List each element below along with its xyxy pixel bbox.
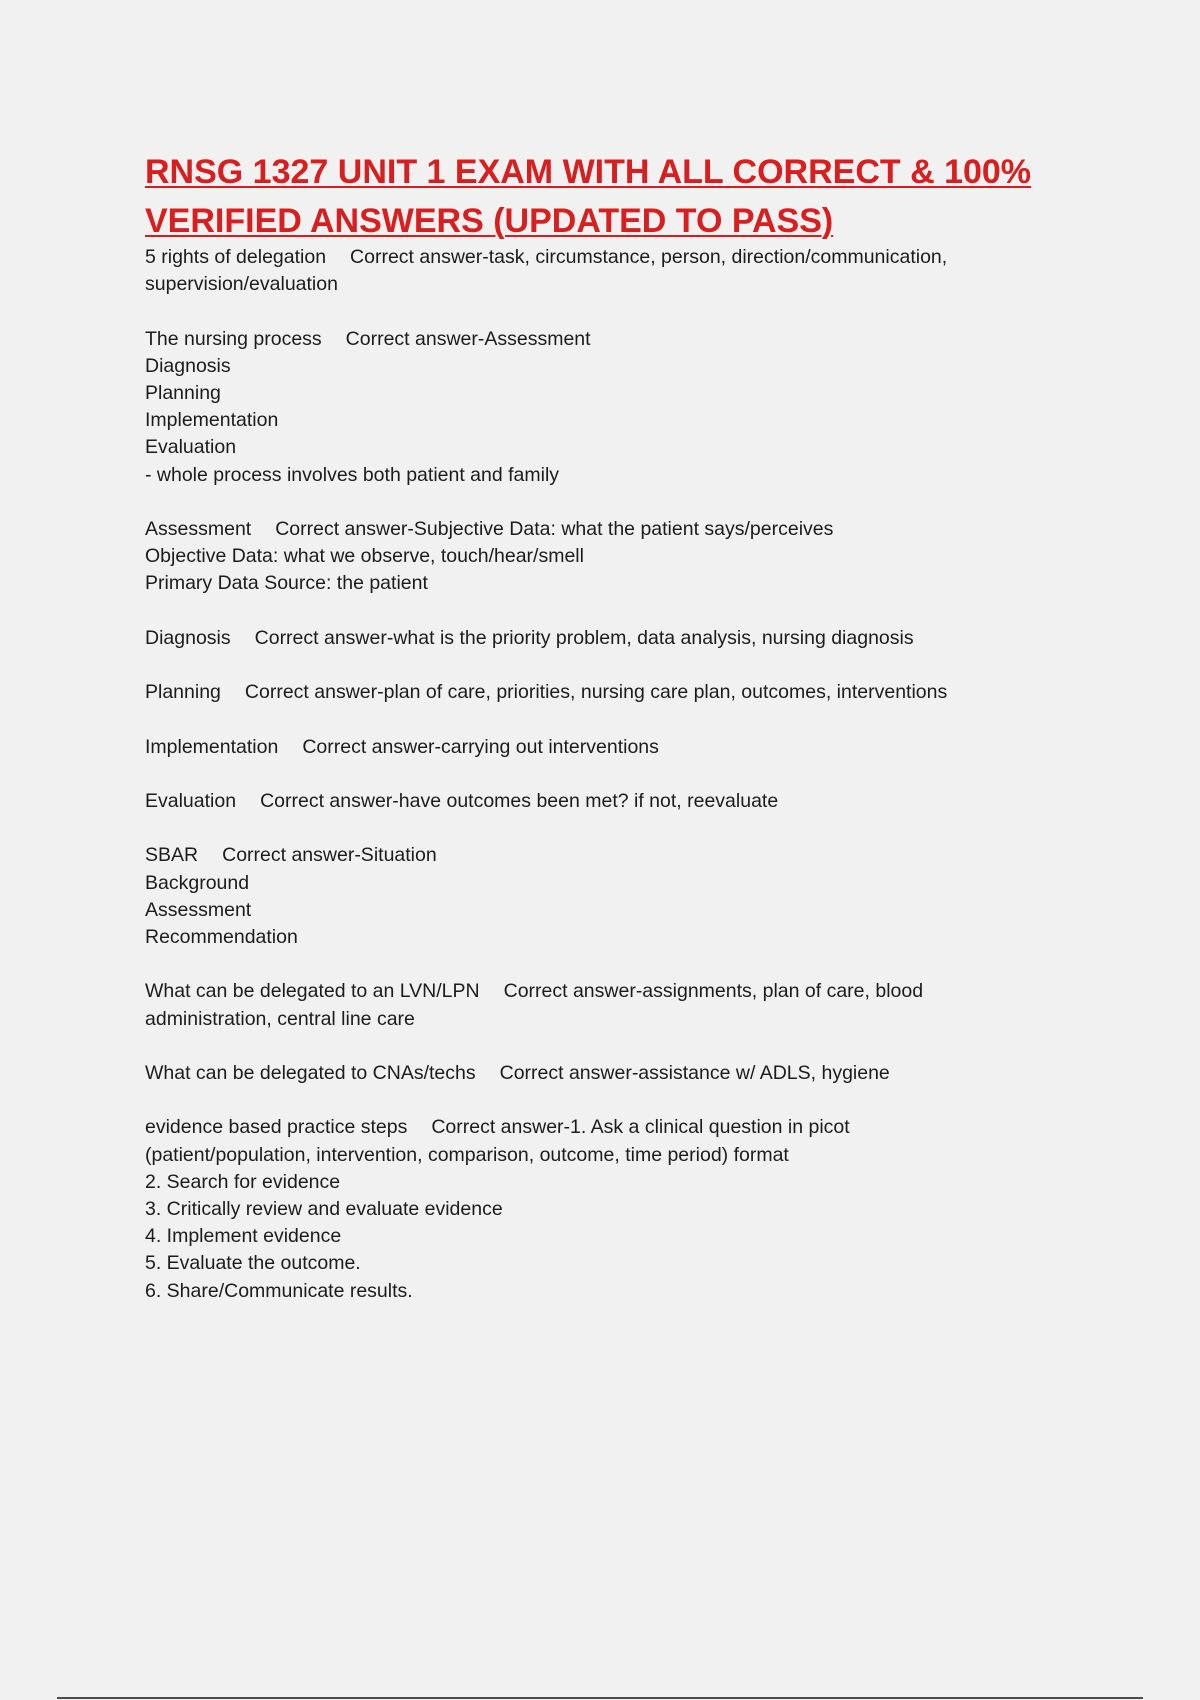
flashcard-entry — [145, 788, 1025, 815]
flashcard-entry — [145, 516, 1025, 598]
entry-answer: Correct answer-Assessment — [345, 327, 591, 350]
entry-term: Assessment — [145, 518, 252, 540]
entry-term: evidence based practice steps — [145, 1116, 408, 1139]
entry-answer-line: (patient/population, intervention, comparison, outcome, time period) format — [145, 1143, 789, 1166]
title-line-1: RNSG 1327 UNIT 1 EXAM WITH ALL CORRECT & 100% — [145, 153, 1032, 191]
entry-answer: Correct answer-task, circumstance, person, direction/communication, — [350, 246, 948, 268]
entry-answer-line: administration, central line care — [145, 1007, 415, 1030]
entry-answer-line: Assessment — [145, 898, 252, 921]
entry-term: SBAR — [145, 844, 199, 867]
entry-answer: Correct answer-1. Ask a clinical question in picot — [431, 1116, 850, 1139]
entry-first-line — [145, 1060, 1025, 1087]
entry-answer-line: Implementation — [145, 409, 279, 432]
entry-term: Evaluation — [145, 789, 237, 812]
entry-answer-line: Evaluation — [145, 436, 237, 459]
entry-term: The nursing process — [145, 327, 322, 350]
entry-term: What can be delegated to CNAs/techs — [145, 1061, 476, 1084]
entry-first-line — [145, 842, 1025, 869]
entry-answer: Correct answer-plan of care, priorities, nursing care plan, outcomes, interventions — [244, 681, 948, 704]
entry-answer-line: 3. Critically review and evaluate evidence — [145, 1197, 503, 1220]
entry-answer: Correct answer-have outcomes been met? if not, reevaluate — [260, 789, 779, 812]
entry-answer: Correct answer-carrying out interventions — [302, 735, 659, 758]
entry-first-line — [145, 326, 1025, 353]
entry-answer-line: Diagnosis — [145, 354, 231, 377]
entry-answer: Correct answer-Situation — [222, 844, 437, 867]
entry-first-line — [145, 1114, 1025, 1141]
entry-answer-line: - whole process involves both patient and family — [145, 463, 560, 486]
entry-term: Diagnosis — [145, 626, 231, 649]
flashcard-entry — [145, 326, 1025, 489]
entry-answer: Correct answer-assistance w/ ADLS, hygiene — [499, 1061, 890, 1084]
entry-answer-line: 5. Evaluate the outcome. — [145, 1252, 361, 1275]
footer-rule — [57, 1697, 1143, 1699]
entry-first-line — [145, 978, 1025, 1005]
entry-term: Planning — [145, 681, 221, 704]
entry-first-line — [145, 788, 1025, 815]
entry-first-line — [145, 516, 1025, 543]
entry-answer-line: supervision/evaluation — [145, 273, 338, 296]
entry-first-line — [145, 625, 1025, 652]
entry-answer-line: Recommendation — [145, 925, 298, 948]
entry-answer-line: 4. Implement evidence — [145, 1225, 342, 1248]
flashcard-entry — [145, 679, 1025, 706]
flashcard-list — [145, 244, 1025, 1332]
entry-answer-line: Primary Data Source: the patient — [145, 572, 428, 595]
flashcard-entry — [145, 1060, 1025, 1087]
entry-term: What can be delegated to an LVN/LPN — [145, 980, 480, 1003]
document-title — [145, 148, 1065, 246]
flashcard-entry — [145, 1114, 1025, 1304]
flashcard-entry — [145, 734, 1025, 761]
flashcard-entry — [145, 978, 1025, 1032]
entry-answer-line: Planning — [145, 382, 221, 404]
entry-answer-line: Background — [145, 871, 250, 894]
entry-first-line — [145, 734, 1025, 761]
entry-answer: Correct answer-Subjective Data: what the patient says/perceives — [275, 518, 834, 540]
entry-answer: Correct answer-what is the priority problem, data analysis, nursing diagnosis — [254, 626, 914, 649]
flashcard-entry — [145, 244, 1025, 298]
entry-term: Implementation — [145, 735, 279, 758]
title-line-2: VERIFIED ANSWERS (UPDATED TO PASS) — [145, 202, 834, 240]
entry-term: 5 rights of delegation — [145, 246, 327, 268]
entry-answer-line: 6. Share/Communicate results. — [145, 1279, 413, 1302]
flashcard-entry — [145, 625, 1025, 652]
entry-first-line — [145, 679, 1025, 706]
entry-answer-line: Objective Data: what we observe, touch/hear/smell — [145, 545, 584, 568]
entry-answer: Correct answer-assignments, plan of care, blood — [503, 980, 924, 1003]
entry-first-line — [145, 244, 1025, 271]
entry-answer-line: 2. Search for evidence — [145, 1170, 341, 1193]
flashcard-entry — [145, 842, 1025, 951]
